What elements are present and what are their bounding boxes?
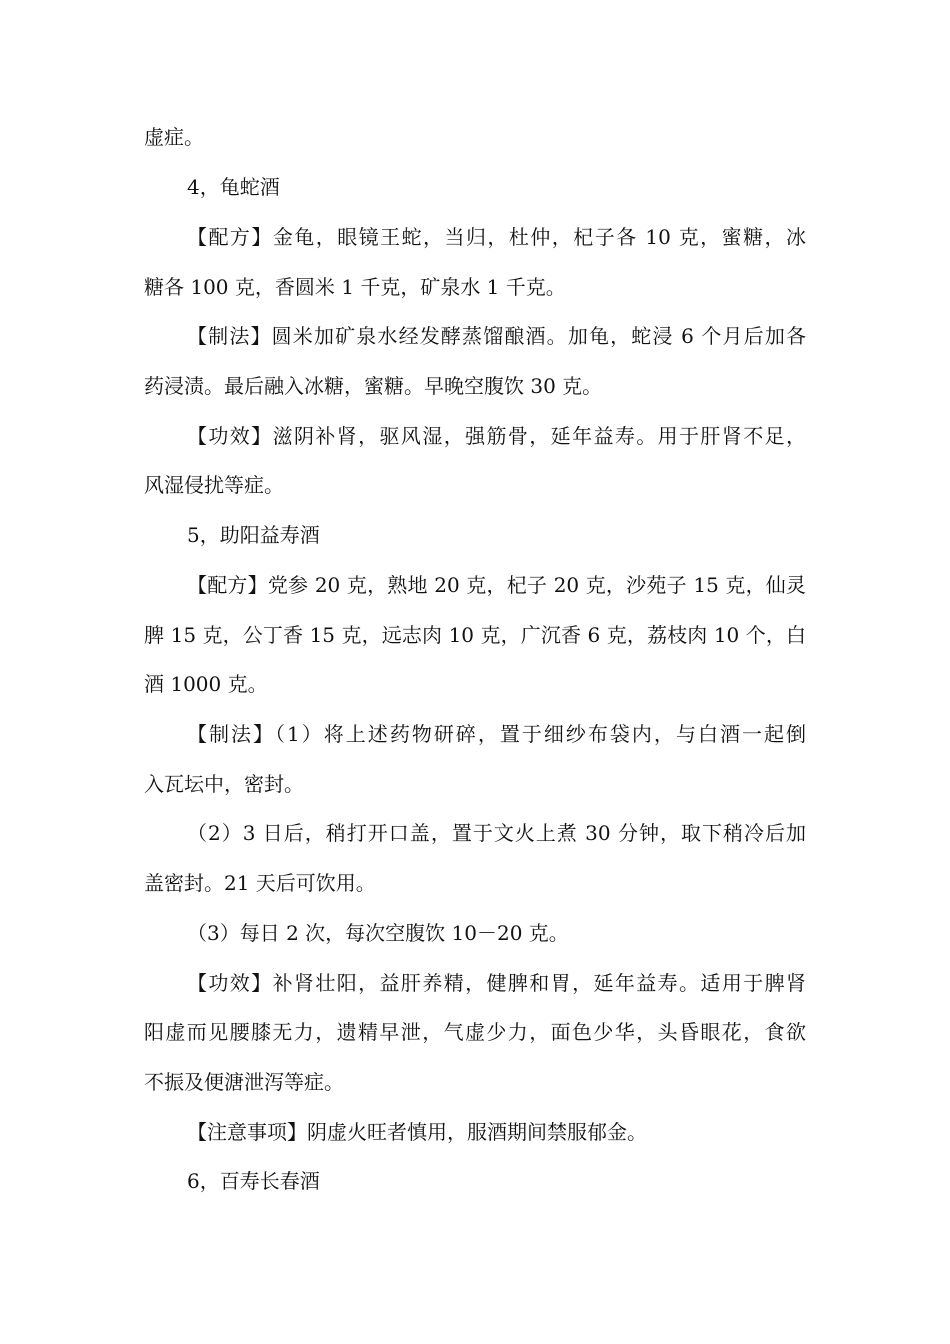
- section-heading: 4，龟蛇酒: [187, 175, 280, 199]
- text-line: 糖各 100 克，香圆米 1 千克，矿泉水 1 千克。: [144, 275, 566, 299]
- section-heading: 5，助阳益寿酒: [187, 523, 320, 547]
- text-line: 入瓦坛中，密封。: [144, 772, 304, 796]
- text-line: （3）每日 2 次，每次空腹饮 10－20 克。: [187, 921, 569, 945]
- text-line: 【功效】补肾壮阳，益肝养精，健脾和胃，延年益寿。适用于脾肾: [187, 971, 806, 995]
- text-line: 【制法】（1）将上述药物研碎，置于细纱布袋内，与白酒一起倒: [187, 722, 806, 746]
- text-line: 虚症。: [144, 125, 204, 149]
- text-line: 不振及便溏泄泻等症。: [144, 1070, 344, 1094]
- text-line: 【配方】金龟，眼镜王蛇，当归，杜仲，杞子各 10 克，蜜糖，冰: [187, 225, 806, 249]
- text-line: 盖密封。21 天后可饮用。: [144, 871, 376, 895]
- text-line: 【功效】滋阴补肾，驱风湿，强筋骨，延年益寿。用于肝肾不足，: [187, 424, 806, 448]
- text-line: 脾 15 克，公丁香 15 克，远志肉 10 克，广沉香 6 克，荔枝肉 10 个，白: [144, 623, 806, 647]
- text-line: （2）3 日后，稍打开口盖，置于文火上煮 30 分钟，取下稍冷后加: [187, 821, 806, 845]
- text-line: 药浸渍。最后融入冰糖，蜜糖。早晚空腹饮 30 克。: [144, 374, 603, 398]
- text-line: 【制法】圆米加矿泉水经发酵蒸馏酿酒。加龟，蛇浸 6 个月后加各: [187, 324, 806, 348]
- text-line: 【配方】党参 20 克，熟地 20 克，杞子 20 克，沙苑子 15 克，仙灵: [187, 573, 806, 597]
- section-heading: 6，百寿长春酒: [187, 1169, 320, 1193]
- text-line: 【注意事项】阴虚火旺者慎用，服酒期间禁服郁金。: [187, 1120, 647, 1144]
- text-line: 酒 1000 克。: [144, 672, 268, 696]
- text-line: 阳虚而见腰膝无力，遗精早泄，气虚少力，面色少华，头昏眼花，食欲: [144, 1020, 806, 1044]
- text-line: 风湿侵扰等症。: [144, 473, 284, 497]
